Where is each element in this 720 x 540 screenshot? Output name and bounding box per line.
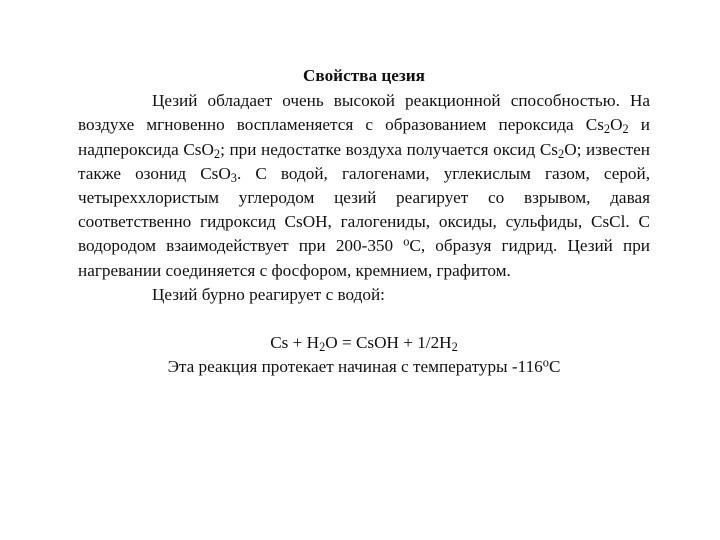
reaction-equation xyxy=(78,331,650,355)
text-run: . С водой, галогенами, углекислым газом, серой, четыреххлористым углеродом цезий реагирует со взрывом, давая соответственно гидроксид CsOH, галогениды, оксиды, сульфиды, CsCl. С водородом взаимодействует при 200-350 xyxy=(78,163,651,256)
document-title: Свойства цезия xyxy=(303,66,425,85)
subscript: 2 xyxy=(603,122,611,137)
subscript: 2 xyxy=(622,122,629,137)
subscript: 2 xyxy=(319,340,326,355)
equation-left: Cs + H xyxy=(270,333,320,353)
text-run: O; известен также озонид CsO xyxy=(78,139,651,183)
note-unit: C xyxy=(548,357,561,377)
superscript-degree: o xyxy=(403,234,410,249)
equation-middle: O = CsOH + 1/2H xyxy=(325,333,452,353)
reaction-temperature-note xyxy=(78,355,650,379)
text-run: ; при недостатке воздуха получается оксид Cs xyxy=(220,139,558,159)
text-run: O xyxy=(610,115,623,135)
subscript: 2 xyxy=(558,146,565,161)
document-body xyxy=(78,64,650,379)
subscript: 3 xyxy=(230,170,237,185)
subscript: 2 xyxy=(451,340,458,355)
paragraph-reactivity xyxy=(78,89,650,283)
superscript-degree: o xyxy=(542,355,549,370)
subscript: 2 xyxy=(213,146,221,161)
text-run: Цезий обладает очень высокой реакционной способностью. На воздухе мгновенно воспламеняется с образованием пероксида Cs xyxy=(78,91,650,135)
paragraph-water-reaction: Цезий бурно реагирует с водой: xyxy=(152,284,385,304)
text-run: и надпероксида CsO xyxy=(78,115,651,159)
note-text: Эта реакция протекает начиная с температуры -116 xyxy=(167,357,543,377)
text-run: C, образуя гидрид. Цезий при нагревании соединяется с фосфором, кремнием, графитом. xyxy=(78,236,650,280)
